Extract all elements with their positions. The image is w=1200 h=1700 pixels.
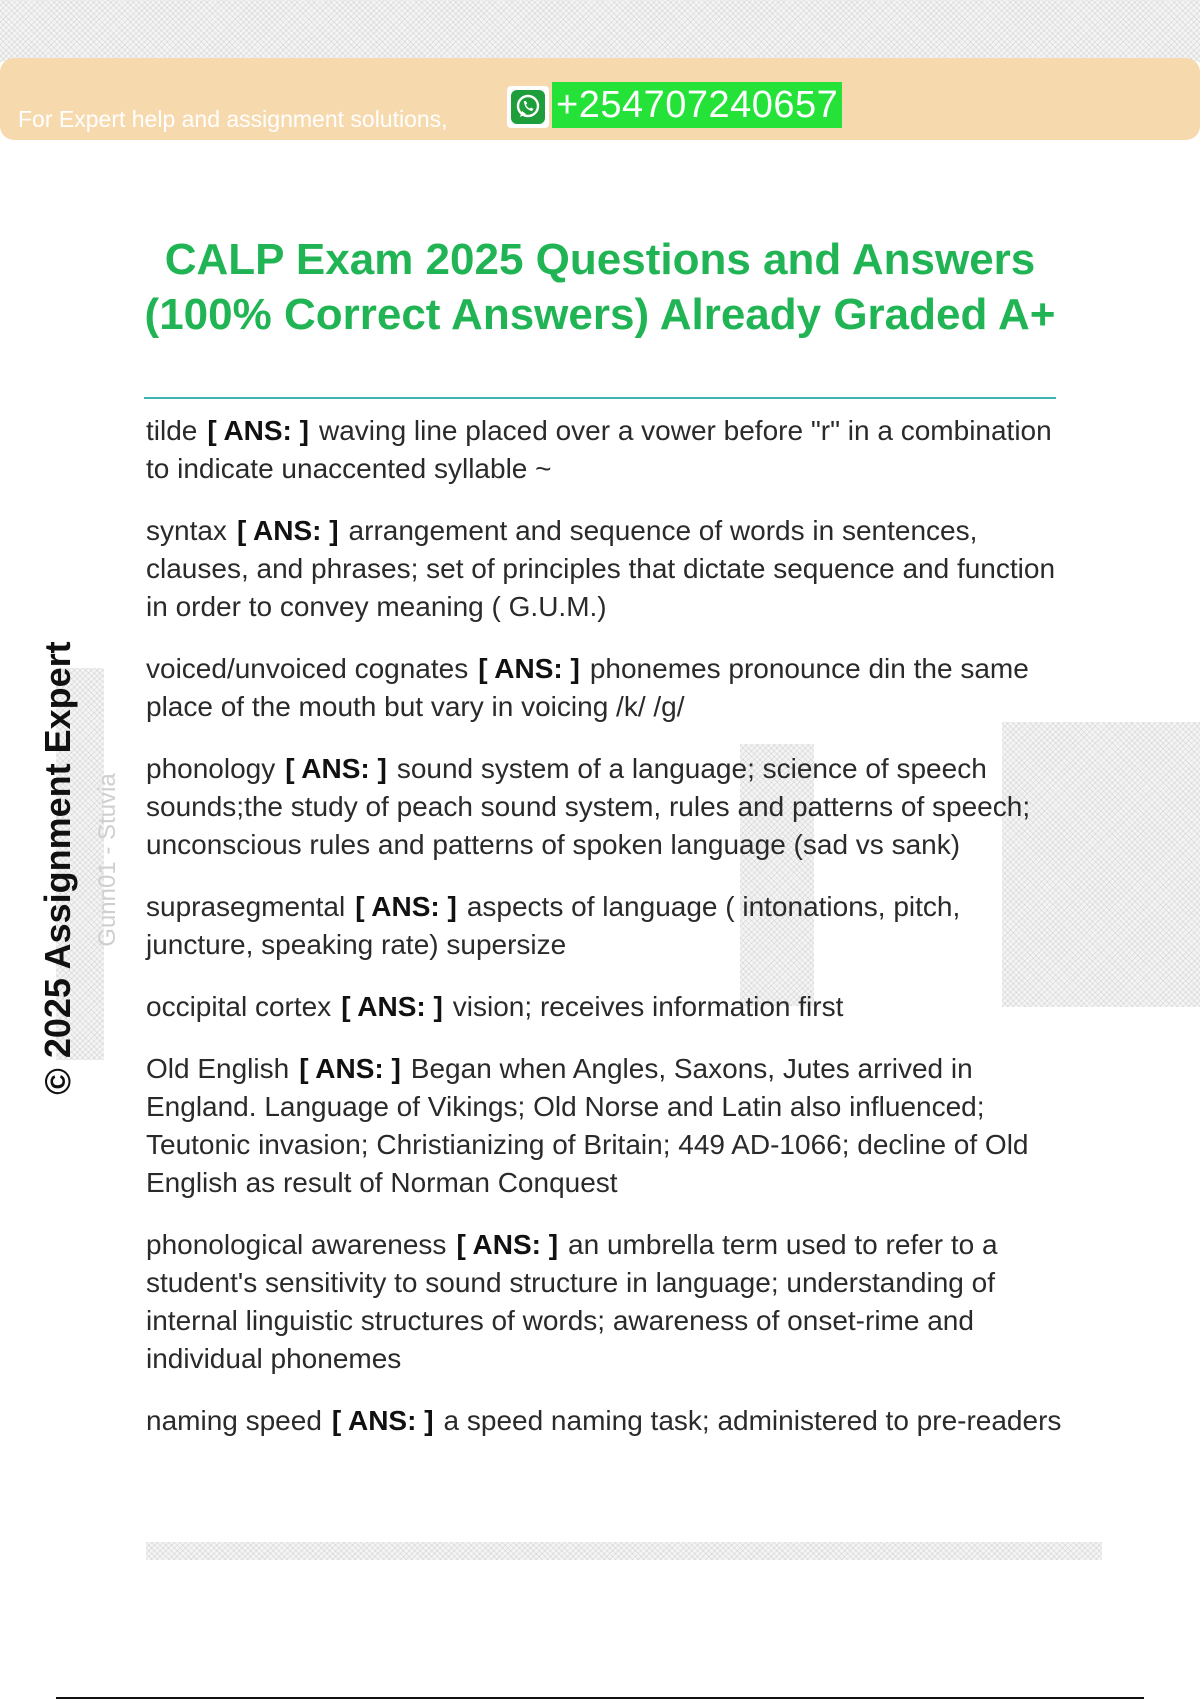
answer-marker: [ ANS: ] — [331, 1405, 434, 1436]
qa-definition: vision; receives information first — [452, 991, 844, 1022]
qa-entry — [146, 412, 1066, 488]
answer-marker: [ ANS: ] — [341, 991, 443, 1022]
qa-term: suprasegmental — [146, 891, 346, 922]
phone-number-link[interactable]: +254707240657 — [552, 82, 842, 128]
faint-watermark: Gunn01 - Stuvia — [94, 773, 121, 947]
qa-term: phonological awareness — [146, 1229, 447, 1260]
qa-definition: sound system of a language; science of speech sounds;the study of peach sound system, rules and patterns of speech; unconscious rules and patterns of spoken language (sad vs sank) — [146, 753, 1031, 860]
whatsapp-glyph — [511, 90, 545, 124]
answer-marker: [ ANS: ] — [478, 653, 580, 684]
qa-definition: phonemes pronounce din the same place of the mouth but vary in voicing /k/ /g/ — [146, 653, 1029, 722]
answer-marker: [ ANS: ] — [236, 515, 339, 546]
title-divider — [144, 397, 1056, 399]
qa-term: naming speed — [146, 1405, 322, 1436]
qa-entry — [146, 1402, 1066, 1440]
page-title: CALP Exam 2025 Questions and Answers (100% Correct Answers) Already Graded A+ — [144, 235, 1056, 339]
answer-marker: [ ANS: ] — [299, 1053, 401, 1084]
qa-entry — [146, 650, 1066, 726]
qa-term: occipital cortex — [146, 991, 332, 1022]
qa-definition: Began when Angles, Saxons, Jutes arrived in England. Language of Vikings; Old Norse and Latin also influenced; Teutonic invasion; Christianizing of Britain; 449 AD-1066; decline of Old English as result of Norman Conquest — [146, 1053, 1029, 1198]
qa-definition: an umbrella term used to refer to a student's sensitivity to sound structure in language; understanding of internal linguistic structures of words; awareness of onset-rime and individual phonemes — [146, 1229, 998, 1374]
qa-definition: waving line placed over a vower before "r" in a combination to indicate unaccented syllable ~ — [146, 415, 1052, 484]
qa-term: tilde — [146, 415, 198, 446]
answer-marker: [ ANS: ] — [285, 753, 387, 784]
qa-entry — [146, 888, 1066, 964]
qa-definition: arrangement and sequence of words in sentences, clauses, and phrases; set of principles that dictate sequence and function in order to convey meaning ( G.U.M.) — [146, 515, 1056, 622]
qa-entry — [146, 988, 1066, 1026]
banner-text: For Expert help and assignment solutions, — [18, 106, 448, 132]
qa-term: syntax — [146, 515, 227, 546]
qa-entry — [146, 750, 1066, 864]
answer-marker: [ ANS: ] — [355, 891, 457, 922]
qa-term: Old English — [146, 1053, 290, 1084]
qa-definition: a speed naming task; administered to pre-readers — [443, 1405, 1062, 1436]
qa-entry — [146, 1050, 1066, 1202]
qa-entry — [146, 1226, 1066, 1378]
qa-term: phonology — [146, 753, 276, 784]
answer-marker: [ ANS: ] — [456, 1229, 559, 1260]
copyright-watermark: © 2025 Assignment Expert — [37, 641, 78, 1095]
page-footer-rule — [56, 1697, 1144, 1699]
qa-definition: aspects of language ( intonations, pitch, juncture, speaking rate) supersize — [146, 891, 961, 960]
whatsapp-icon[interactable] — [507, 86, 549, 128]
header-texture — [0, 0, 1200, 62]
qa-entry — [146, 512, 1066, 626]
qa-term: voiced/unvoiced cognates — [146, 653, 469, 684]
footer-texture — [146, 1542, 1102, 1560]
qa-list — [146, 412, 1066, 1464]
answer-marker: [ ANS: ] — [207, 415, 309, 446]
